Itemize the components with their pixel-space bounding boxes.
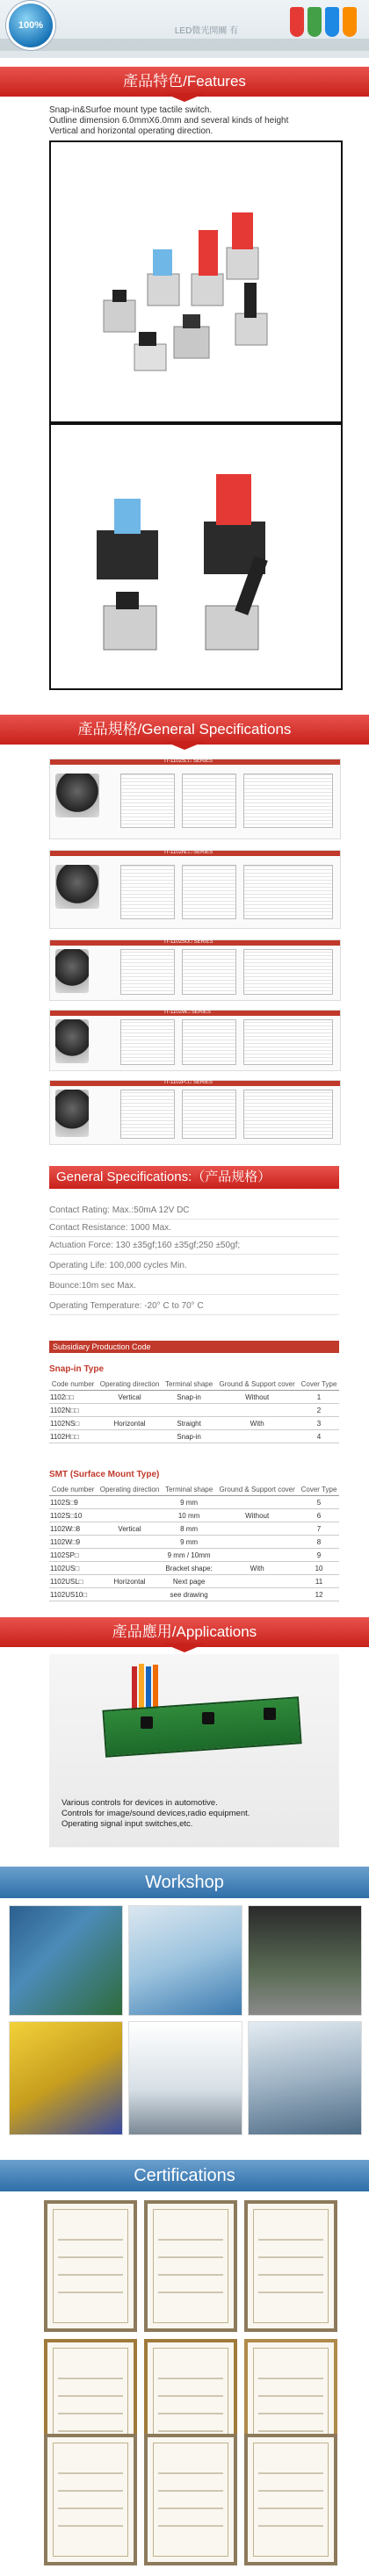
spec-model-2: IT-1102N□□ SERIES: [164, 850, 213, 855]
cell: [215, 1496, 299, 1509]
certificate-8: [144, 2434, 237, 2565]
cell: 1102SP□: [49, 1549, 97, 1562]
application-line-3: Operating signal input switches,etc.: [62, 1819, 193, 1829]
certificate-2: [144, 2200, 237, 2332]
certifications-title-bar: [0, 2160, 369, 2191]
snapin-header-direction: Operating direction: [97, 1378, 163, 1391]
cell: 2: [299, 1404, 339, 1417]
cell: With: [215, 1417, 299, 1430]
cell: With: [215, 1562, 299, 1575]
cell: Bracket shape:: [163, 1562, 215, 1575]
cell: [215, 1549, 299, 1562]
cell: 1102US10□: [49, 1588, 97, 1601]
certificate-9: [244, 2434, 337, 2565]
cell: [215, 1404, 299, 1417]
cell: 11: [299, 1575, 339, 1588]
cell: Horizontal: [97, 1575, 163, 1588]
orange-tag-icon: [343, 7, 357, 37]
spec-contact-resistance: Contact Resistance: 1000 Max.: [49, 1223, 171, 1233]
cell: 1102S□9: [49, 1496, 97, 1509]
cell: Straight: [163, 1417, 215, 1430]
cell: 9 mm: [163, 1496, 215, 1509]
cell: 1102W□8: [49, 1522, 97, 1536]
cell: 12: [299, 1588, 339, 1601]
cell: Vertical: [97, 1391, 163, 1404]
cell: 8 mm: [163, 1522, 215, 1536]
spec-model-1: IT-1102S□□ SERIES: [164, 759, 213, 764]
cell: [97, 1404, 163, 1417]
spec-operating-life: Operating Life: 100,000 cycles Min.: [49, 1261, 187, 1270]
general-specs-heading: [49, 1166, 339, 1189]
feature-line-3: Vertical and horizontal operating direction.: [49, 126, 213, 136]
cell: 5: [299, 1496, 339, 1509]
cell: Without: [215, 1391, 299, 1404]
cell: Snap-in: [163, 1391, 215, 1404]
smt-header-cover: Cover Type: [299, 1484, 339, 1496]
tactile-switch-icon: [141, 1716, 153, 1729]
product-photo-group: [49, 140, 343, 423]
cell: 9: [299, 1549, 339, 1562]
cell: 1102USL□: [49, 1575, 97, 1588]
cell: Snap-in: [163, 1430, 215, 1443]
smt-header-code: Code number: [49, 1484, 97, 1496]
spec-drawing-5: [49, 1080, 341, 1145]
spec-contact-rating: Contact Rating: Max.:50mA 12V DC: [49, 1205, 190, 1215]
cell: [97, 1549, 163, 1562]
table-row: [49, 1417, 339, 1430]
tactile-switch-icon: [264, 1708, 276, 1720]
workshop-photo-4: [9, 2021, 123, 2135]
cell: Next page: [163, 1575, 215, 1588]
spec-drawing-3: [49, 939, 341, 1001]
cell: 4: [299, 1430, 339, 1443]
smt-table: [49, 1484, 339, 1601]
certificate-7: [44, 2434, 137, 2565]
smt-title: SMT (Surface Mount Type): [49, 1470, 160, 1479]
wire-red: [132, 1666, 137, 1710]
table-row: [49, 1496, 339, 1509]
certificate-3: [244, 2200, 337, 2332]
workshop-photo-3: [248, 1905, 362, 2016]
cell: [97, 1562, 163, 1575]
cell: 7: [299, 1522, 339, 1536]
features-title: 產品特色/Features: [123, 73, 246, 90]
red-tag-icon: [290, 7, 304, 37]
subsidiary-code-bar: Subsidiary Production Code: [49, 1341, 339, 1353]
workshop-photo-2: [128, 1905, 242, 2016]
smt-header-direction: Operating direction: [97, 1484, 163, 1496]
certifications-title: Certifications: [134, 2166, 235, 2185]
cell: see drawing: [163, 1588, 215, 1601]
workshop-photo-1: [9, 1905, 123, 2016]
feature-line-2: Outline dimension 6.0mmX6.0mm and several kinds of height: [49, 116, 289, 126]
applications-title-bar: [0, 1617, 369, 1647]
cell: [215, 1430, 299, 1443]
workshop-title-bar: [0, 1867, 369, 1898]
general-specs-title-bar: [0, 715, 369, 745]
features-title-bar: [0, 67, 369, 97]
cell: 1102N□□: [49, 1404, 97, 1417]
cell: Vertical: [97, 1522, 163, 1536]
smt-header-terminal: Terminal shape: [163, 1484, 215, 1496]
snapin-header-ground: Ground & Support cover: [215, 1378, 299, 1391]
header-subtitle: LED微光開關 有: [174, 26, 239, 36]
table-row: [49, 1430, 339, 1443]
cell: [97, 1496, 163, 1509]
cell: Without: [215, 1509, 299, 1522]
certificate-1: [44, 2200, 137, 2332]
cell: [97, 1536, 163, 1549]
cell: [215, 1522, 299, 1536]
green-tag-icon: [308, 7, 322, 37]
cell: 9 mm: [163, 1536, 215, 1549]
cell: 1102NS□: [49, 1417, 97, 1430]
cell: Horizontal: [97, 1417, 163, 1430]
wire-orange: [153, 1665, 158, 1710]
product-photo-closeup: [49, 423, 343, 690]
table-row: [49, 1575, 339, 1588]
spec-bounce: Bounce:10m sec Max.: [49, 1281, 136, 1291]
cell: 9 mm / 10mm: [163, 1549, 215, 1562]
application-line-2: Controls for image/sound devices,radio equipment.: [62, 1809, 250, 1818]
snapin-header-cover: Cover Type: [299, 1378, 339, 1391]
spec-model-5: IT-1102P□□ SERIES: [164, 1080, 213, 1085]
cell: [163, 1404, 215, 1417]
cell: 1102S□10: [49, 1509, 97, 1522]
cell: [215, 1588, 299, 1601]
feature-line-1: Snap-in&Surfoe mount type tactile switch.: [49, 105, 213, 115]
switches-group-illustration: [51, 142, 341, 421]
table-row: [49, 1509, 339, 1522]
blue-tag-icon: [325, 7, 339, 37]
cell: 6: [299, 1509, 339, 1522]
cell: 10 mm: [163, 1509, 215, 1522]
spec-drawing-1: [49, 759, 341, 839]
tactile-switch-icon: [202, 1712, 214, 1724]
spec-drawing-2: [49, 850, 341, 929]
cell: 1102US□: [49, 1562, 97, 1575]
applications-title: 產品應用/Applications: [112, 1623, 257, 1640]
cell: 3: [299, 1417, 339, 1430]
workshop-photo-5: [128, 2021, 242, 2135]
general-specs-title: 產品規格/General Specifications: [77, 721, 292, 738]
cell: 1102H□□: [49, 1430, 97, 1443]
spec-drawing-4: [49, 1010, 341, 1071]
cell: [215, 1575, 299, 1588]
table-row: [49, 1562, 339, 1575]
cell: [215, 1536, 299, 1549]
cell: [97, 1588, 163, 1601]
cell: 8: [299, 1536, 339, 1549]
quality-badge-icon: 100%: [9, 4, 53, 47]
spec-operating-temperature: Operating Temperature: -20° C to 70° C: [49, 1301, 204, 1311]
wire-blue: [146, 1666, 151, 1710]
table-row: [49, 1404, 339, 1417]
workshop-title: Workshop: [145, 1873, 224, 1892]
workshop-photo-6: [248, 2021, 362, 2135]
cell: [97, 1509, 163, 1522]
table-row: [49, 1549, 339, 1562]
spec-actuation-force: Actuation Force: 130 ±35gf;160 ±35gf;250 ±50gf;: [49, 1241, 241, 1250]
table-row: [49, 1536, 339, 1549]
spec-model-3: IT-1102SU□ SERIES: [164, 939, 213, 945]
spec-model-4: IT-1102W□ SERIES: [164, 1010, 211, 1015]
application-line-1: Various controls for devices in automotive.: [62, 1798, 218, 1808]
snapin-title: Snap-in Type: [49, 1364, 105, 1374]
snapin-header-terminal: Terminal shape: [163, 1378, 215, 1391]
table-row: [49, 1522, 339, 1536]
switches-closeup-illustration: [51, 425, 341, 688]
cell: 1: [299, 1391, 339, 1404]
cell: 10: [299, 1562, 339, 1575]
table-row: [49, 1588, 339, 1601]
table-row: [49, 1391, 339, 1404]
cell: 1102□□: [49, 1391, 97, 1404]
wire-yellow: [139, 1664, 144, 1709]
smt-header-ground: Ground & Support cover: [215, 1484, 299, 1496]
cell: [97, 1430, 163, 1443]
general-specs-heading-text: General Specifications:（产品规格）: [56, 1169, 271, 1184]
snapin-table: [49, 1378, 339, 1443]
snapin-header-code: Code number: [49, 1378, 97, 1391]
cell: 1102W□9: [49, 1536, 97, 1549]
